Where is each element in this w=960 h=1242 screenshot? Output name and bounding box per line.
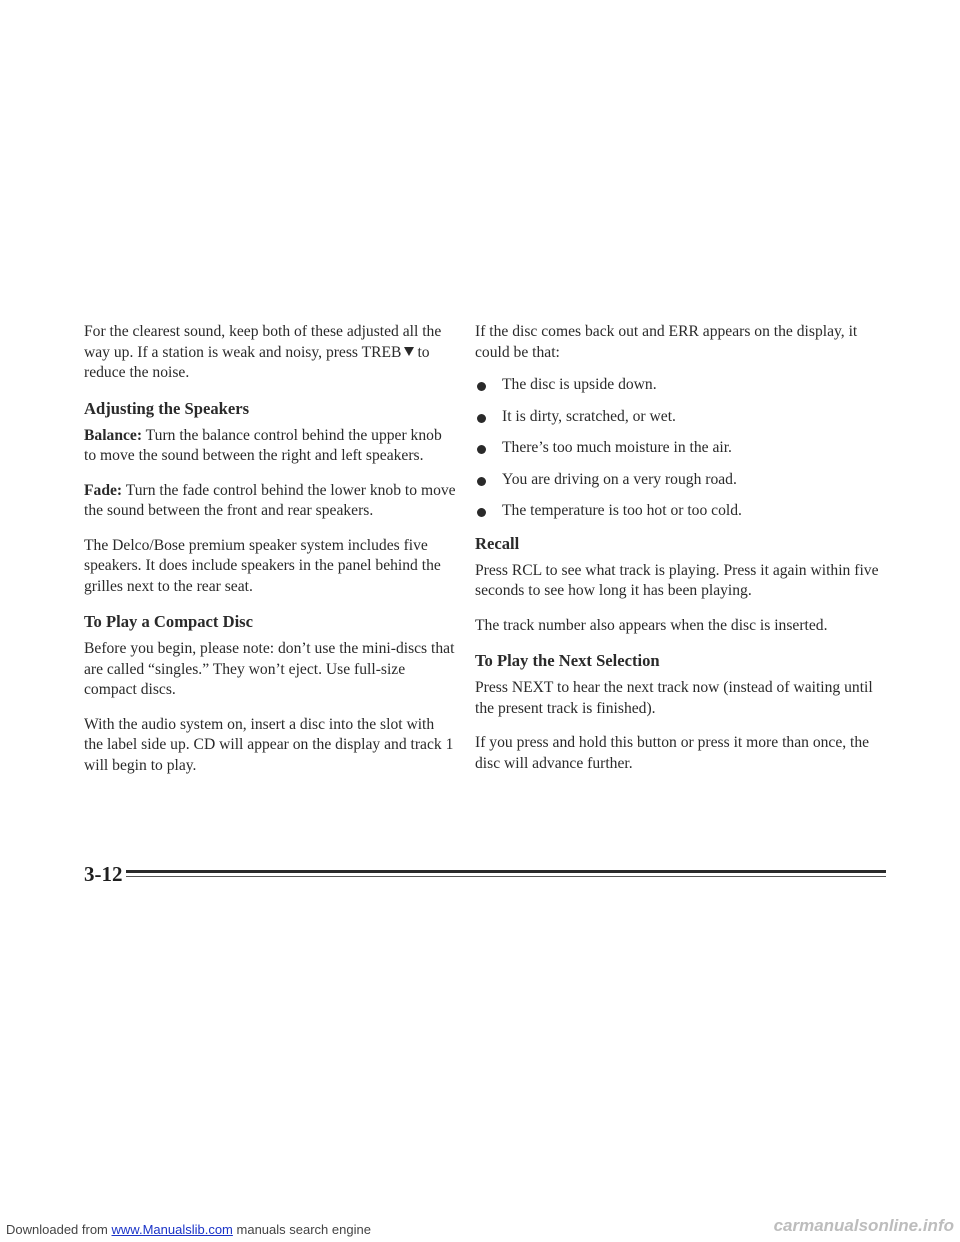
bullet-icon xyxy=(477,382,486,391)
bullet-text: You are driving on a very rough road. xyxy=(502,470,737,488)
left-column xyxy=(84,322,456,790)
next-paragraph-2: If you press and hold this button or press it more than once, the disc will advance further. xyxy=(475,734,870,772)
bullet-icon xyxy=(477,477,486,486)
fade-lead: Fade: xyxy=(84,481,123,499)
cd-paragraph-2: With the audio system on, insert a disc into the slot with the label side up. CD will appear on the display and track 1 will begin to play. xyxy=(84,715,454,774)
footer-rule-thin xyxy=(126,876,886,877)
footer-rule-thick xyxy=(126,870,886,873)
intro-text-end: to reduce the noise. xyxy=(84,343,430,381)
intro-paragraph xyxy=(84,322,456,384)
bullet-icon xyxy=(477,414,486,423)
right-column xyxy=(475,322,885,788)
list-item xyxy=(475,407,885,428)
recall-heading: Recall xyxy=(475,533,520,553)
fade-paragraph xyxy=(84,481,456,522)
bullet-icon xyxy=(477,445,486,454)
bullet-icon xyxy=(477,508,486,517)
list-item xyxy=(475,470,885,491)
next-paragraph-1: Press NEXT to hear the next track now (instead of waiting until the present track is finished). xyxy=(475,679,873,717)
down-triangle-icon xyxy=(404,347,414,356)
recall-paragraph-1: Press RCL to see what track is playing. Press it again within five seconds to see how long it has been playing. xyxy=(475,561,879,599)
err-bullet-list xyxy=(475,375,885,522)
err-intro: If the disc comes back out and ERR appears on the display, it could be that: xyxy=(475,323,858,361)
intro-text: For the clearest sound, keep both of these adjusted all the way up. If a station is weak and noisy, press TREB xyxy=(84,323,442,361)
watermark-suffix: manuals search engine xyxy=(236,1222,371,1237)
bullet-text: It is dirty, scratched, or wet. xyxy=(502,407,676,425)
balance-text: Turn the balance control behind the upper knob to move the sound between the right and left speakers. xyxy=(84,426,442,464)
recall-paragraph-2: The track number also appears when the disc is inserted. xyxy=(475,616,828,634)
download-watermark xyxy=(6,1222,371,1237)
cd-paragraph-1: Before you begin, please note: don’t use the mini-discs that are called “singles.” They won’t eject. Use full-size compact discs. xyxy=(84,640,455,698)
fade-text: Turn the fade control behind the lower knob to move the sound between the front and rear speakers. xyxy=(84,481,456,519)
page-number: 3-12 xyxy=(84,862,123,886)
bullet-text: The temperature is too hot or too cold. xyxy=(502,502,742,519)
cd-heading: To Play a Compact Disc xyxy=(84,612,254,631)
list-item xyxy=(475,438,885,459)
bullet-text: The disc is upside down. xyxy=(502,376,657,393)
manualslib-link[interactable]: www.Manualslib.com xyxy=(111,1222,233,1237)
next-heading: To Play the Next Selection xyxy=(475,651,660,670)
balance-paragraph xyxy=(84,426,456,467)
speakers-heading: Adjusting the Speakers xyxy=(84,398,250,418)
bullet-text: There’s too much moisture in the air. xyxy=(502,439,732,456)
balance-lead: Balance: xyxy=(84,426,143,444)
site-watermark: carmanualsonline.info xyxy=(773,1216,954,1235)
watermark-prefix: Downloaded from xyxy=(6,1222,108,1237)
delco-paragraph: The Delco/Bose premium speaker system includes five speakers. It does include speakers in the panel behind the grilles next to the rear seat. xyxy=(84,536,441,595)
list-item xyxy=(475,501,885,522)
list-item xyxy=(475,375,885,396)
